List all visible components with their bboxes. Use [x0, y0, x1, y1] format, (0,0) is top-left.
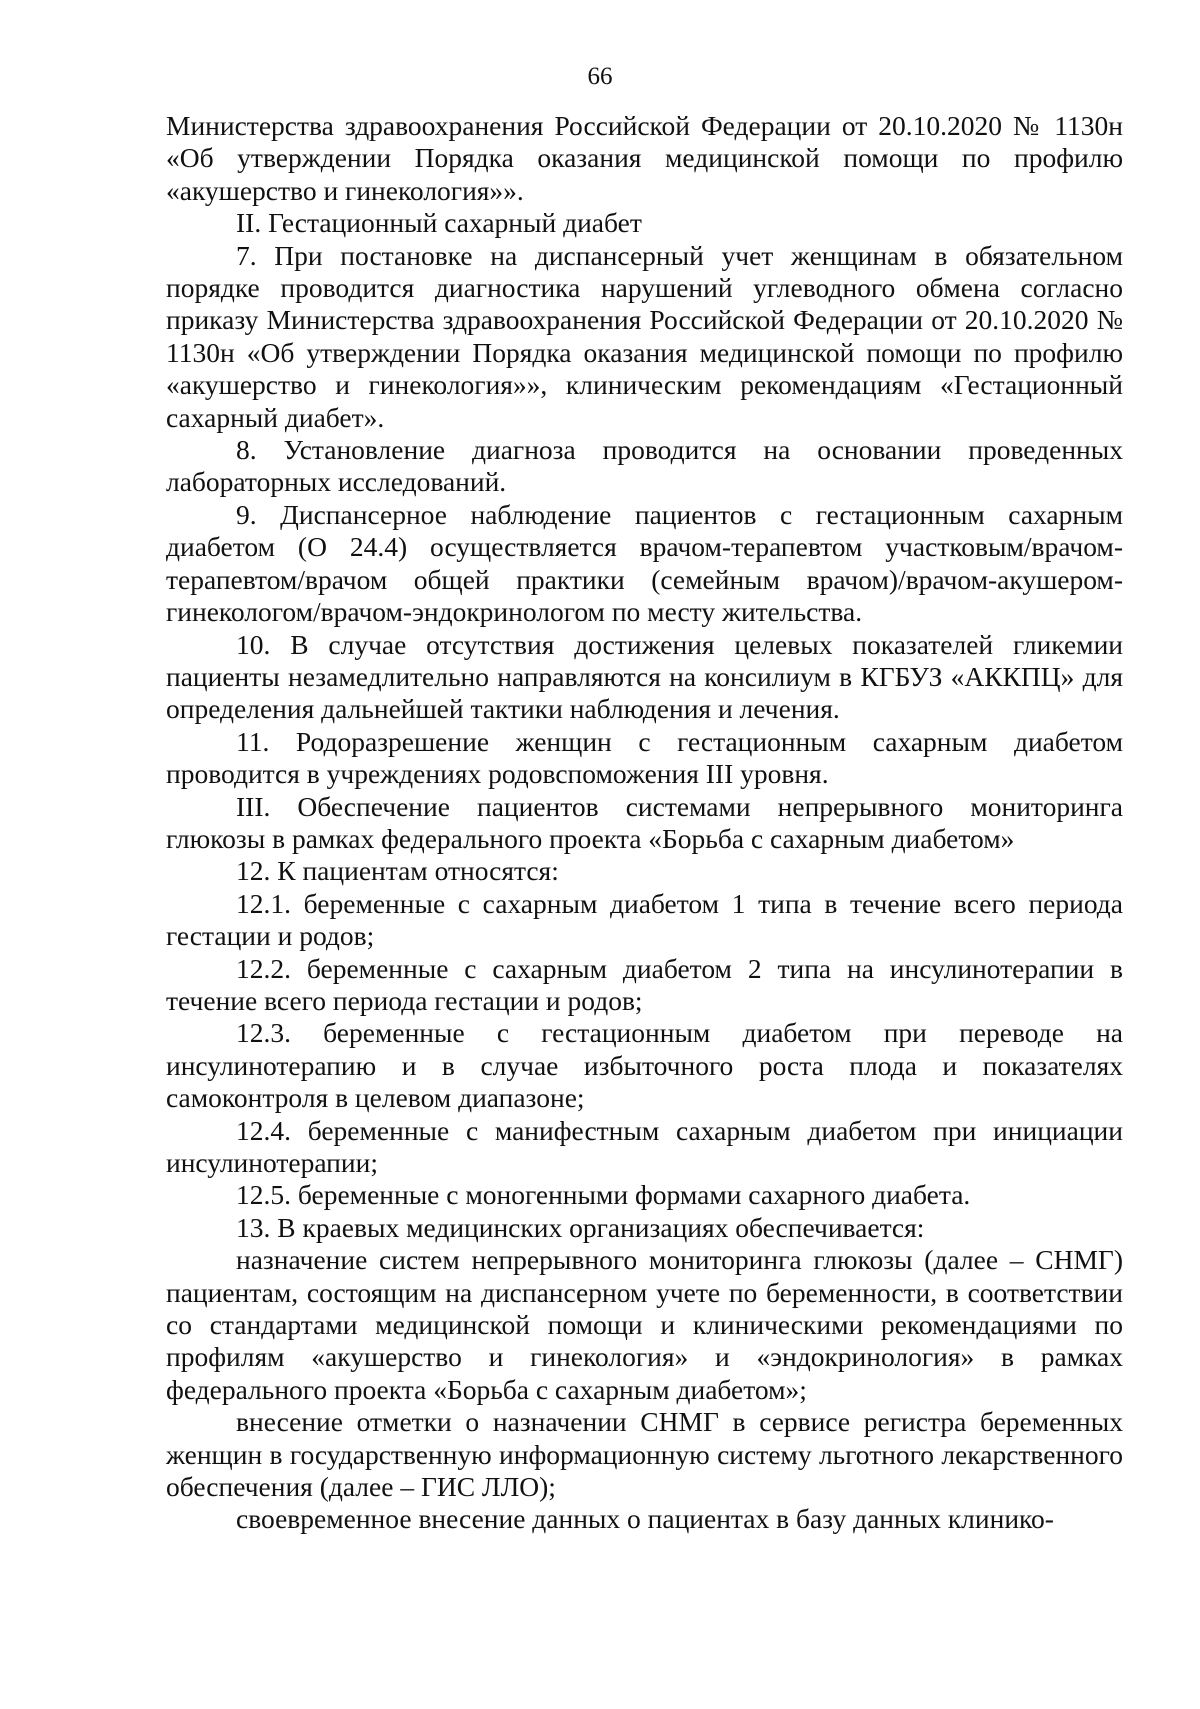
paragraph-10: 10. В случае отсутствия достижения целевых показателей гликемии пациенты незамедлительно направляются на консилиум в КГБУЗ «АККПЦ» для определения дальнейшей тактики наблюдения и лечения.	[166, 628, 1123, 725]
paragraph-8: 8. Установление диагноза проводится на основании проведенных лабораторных исследований.	[166, 434, 1123, 498]
section-heading-3: III. Обеспечение пациентов системами непрерывного мониторинга глюкозы в рамках федерального проекта «Борьба с сахарным диабетом»	[166, 790, 1123, 854]
paragraph-12-2: 12.2. беременные с сахарным диабетом 2 типа на инсулинотерапии в течение всего периода гестации и родов;	[166, 952, 1123, 1016]
paragraph-12-5: 12.5. беременные с моногенными формами сахарного диабета.	[236, 1179, 971, 1211]
paragraph-12: 12. К пациентам относятся:	[236, 855, 559, 887]
paragraph-9: 9. Диспансерное наблюдение пациентов с гестационным сахарным диабетом (О 24.4) осуществляется врачом-терапевтом участковым/врачом-терапевтом/врачом общей практики (семейным врачом)/врачом-акушером-гинекологом/врачом-эндокринологом по месту жительства.	[166, 498, 1123, 628]
paragraph-11: 11. Родоразрешение женщин с гестационным сахарным диабетом проводится в учреждениях родовспоможения III уровня.	[166, 725, 1123, 790]
section-heading-2: II. Гестационный сахарный диабет	[236, 207, 642, 239]
paragraph-continuation: Министерства здравоохранения Российской Федерации от 20.10.2020 № 1130н «Об утверждении Порядка оказания медицинской помощи по профилю «акушерство и гинекология»».	[166, 110, 1123, 206]
document-body	[166, 110, 1123, 1536]
paragraph-7: 7. При постановке на диспансерный учет женщинам в обязательном порядке проводится диагностика нарушений углеводного обмена согласно приказу Министерства здравоохранения Российской Федерации от 20.10.2020 № 1130н «Об утверждении Порядка оказания медицинской помощи по профилю «акушерство и гинекология»», клиническим рекомендациям «Гестационный сахарный диабет».	[166, 239, 1123, 433]
paragraph-13-item-3: своевременное внесение данных о пациентах в базу данных клинико-	[236, 1503, 1054, 1535]
page-number: 66	[587, 63, 613, 90]
paragraph-13-item-2: внесение отметки о назначении СНМГ в сервисе регистра беременных женщин в государственную информационную систему льготного лекарственного обеспечения (далее – ГИС ЛЛО);	[166, 1406, 1123, 1503]
paragraph-12-4: 12.4. беременные с манифестным сахарным диабетом при инициации инсулинотерапии;	[166, 1114, 1123, 1178]
paragraph-13: 13. В краевых медицинских организациях обеспечивается:	[236, 1211, 925, 1243]
paragraph-13-item-1: назначение систем непрерывного мониторинга глюкозы (далее – СНМГ) пациентам, состоящим на диспансерном учете по беременности, в соответствии со стандартами медицинской помощи и клиническими рекомендациями по профилям «акушерство и гинекология» и «эндокринология» в рамках федерального проекта «Борьба с сахарным диабетом»;	[166, 1244, 1123, 1405]
paragraph-12-1: 12.1. беременные с сахарным диабетом 1 типа в течение всего периода гестации и родов;	[166, 887, 1123, 952]
paragraph-12-3: 12.3. беременные с гестационным диабетом при переводе на инсулинотерапию и в случае избыточного роста плода и показателях самоконтроля в целевом диапазоне;	[166, 1017, 1123, 1114]
